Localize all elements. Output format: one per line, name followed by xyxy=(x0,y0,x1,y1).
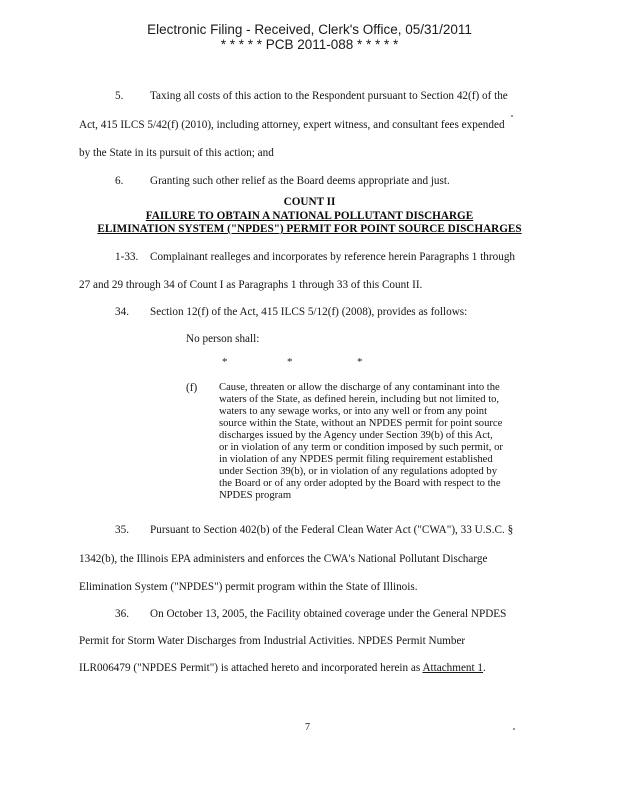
scan-speck xyxy=(513,728,515,730)
para-36-line2: Permit for Storm Water Discharges from Industrial Activities. NPDES Permit Number xyxy=(79,635,466,647)
item-5-line3: by the State in its pursuit of this action; and xyxy=(79,147,274,159)
quote-line-2: waters of the State, as defined herein, including but not limited to, xyxy=(219,394,500,405)
para-1-33-line1: Complainant realleges and incorporates by reference herein Paragraphs 1 through xyxy=(150,251,516,263)
filing-header-line1: Electronic Filing - Received, Clerk's Office, 05/31/2011 xyxy=(147,22,472,37)
para-36-number: 36. xyxy=(115,608,129,620)
count-title-line1: FAILURE TO OBTAIN A NATIONAL POLLUTANT DISCHARGE xyxy=(145,210,474,222)
para-35-line2: 1342(b), the Illinois EPA administers and enforces the CWA's National Pollutant Discharge xyxy=(79,553,488,565)
para-1-33-line2: 27 and 29 through 34 of Count I as Paragraphs 1 through 33 of this Count II. xyxy=(79,279,423,291)
ellipsis-star-3: * xyxy=(357,356,363,368)
quote-line-4: source within the State, without an NPDES permit for point source xyxy=(219,418,503,429)
quote-line-10: NPDES program xyxy=(219,490,292,501)
para-36-line1: On October 13, 2005, the Facility obtained coverage under the General NPDES xyxy=(150,608,507,620)
item-5-line2: Act, 415 ILCS 5/42(f) (2010), including attorney, expert witness, and consultant fees expended xyxy=(79,119,505,131)
no-person-shall: No person shall: xyxy=(186,333,260,345)
filing-header-line2: * * * * * PCB 2011-088 * * * * * xyxy=(220,37,399,52)
ellipsis-star-1: * xyxy=(222,356,228,368)
para-36-line3-prefix: ILR006479 ("NPDES Permit") is attached hereto and incorporated herein as xyxy=(79,662,423,674)
para-34-text: Section 12(f) of the Act, 415 ILCS 5/12(f) (2008), provides as follows: xyxy=(150,306,468,318)
count-title-line2: ELIMINATION SYSTEM ("NPDES") PERMIT FOR POINT SOURCE DISCHARGES xyxy=(97,223,522,235)
para-35-line1: Pursuant to Section 402(b) of the Federal Clean Water Act ("CWA"), 33 U.S.C. § xyxy=(150,524,514,536)
item-6-text: Granting such other relief as the Board deems appropriate and just. xyxy=(150,175,450,187)
quote-line-1: Cause, threaten or allow the discharge of any contaminant into the xyxy=(219,382,500,393)
para-36-line3-suffix: . xyxy=(483,662,486,674)
para-35-line3: Elimination System ("NPDES") permit program within the State of Illinois. xyxy=(79,581,418,593)
quote-line-5: discharges issued by the Agency under Section 39(b) of this Act, xyxy=(219,430,493,441)
quote-line-8: under Section 39(b), or in violation of any regulations adopted by xyxy=(219,466,498,477)
subsection-f-label: (f) xyxy=(186,382,198,394)
para-1-33-number: 1-33. xyxy=(115,251,139,263)
page-number: 7 xyxy=(305,722,310,733)
quote-line-9: the Board or of any order adopted by the Board with respect to the xyxy=(219,478,501,489)
ellipsis-star-2: * xyxy=(287,356,293,368)
attachment-1-reference: Attachment 1 xyxy=(422,662,484,674)
quote-line-7: in violation of any NPDES permit filing requirement established xyxy=(219,454,493,465)
count-label: COUNT II xyxy=(283,196,336,208)
item-5-number: 5. xyxy=(115,90,124,102)
quote-line-3: waters to any sewage works, or into any well or from any point xyxy=(219,406,488,417)
para-34-number: 34. xyxy=(115,306,129,318)
item-6-number: 6. xyxy=(115,175,124,187)
para-36-line3 xyxy=(79,662,486,674)
item-5-line1: Taxing all costs of this action to the Respondent pursuant to Section 42(f) of the xyxy=(150,90,508,102)
para-35-number: 35. xyxy=(115,524,129,536)
quote-line-6: or in violation of any term or condition imposed by such permit, or xyxy=(219,442,503,453)
scan-speck xyxy=(511,115,513,117)
